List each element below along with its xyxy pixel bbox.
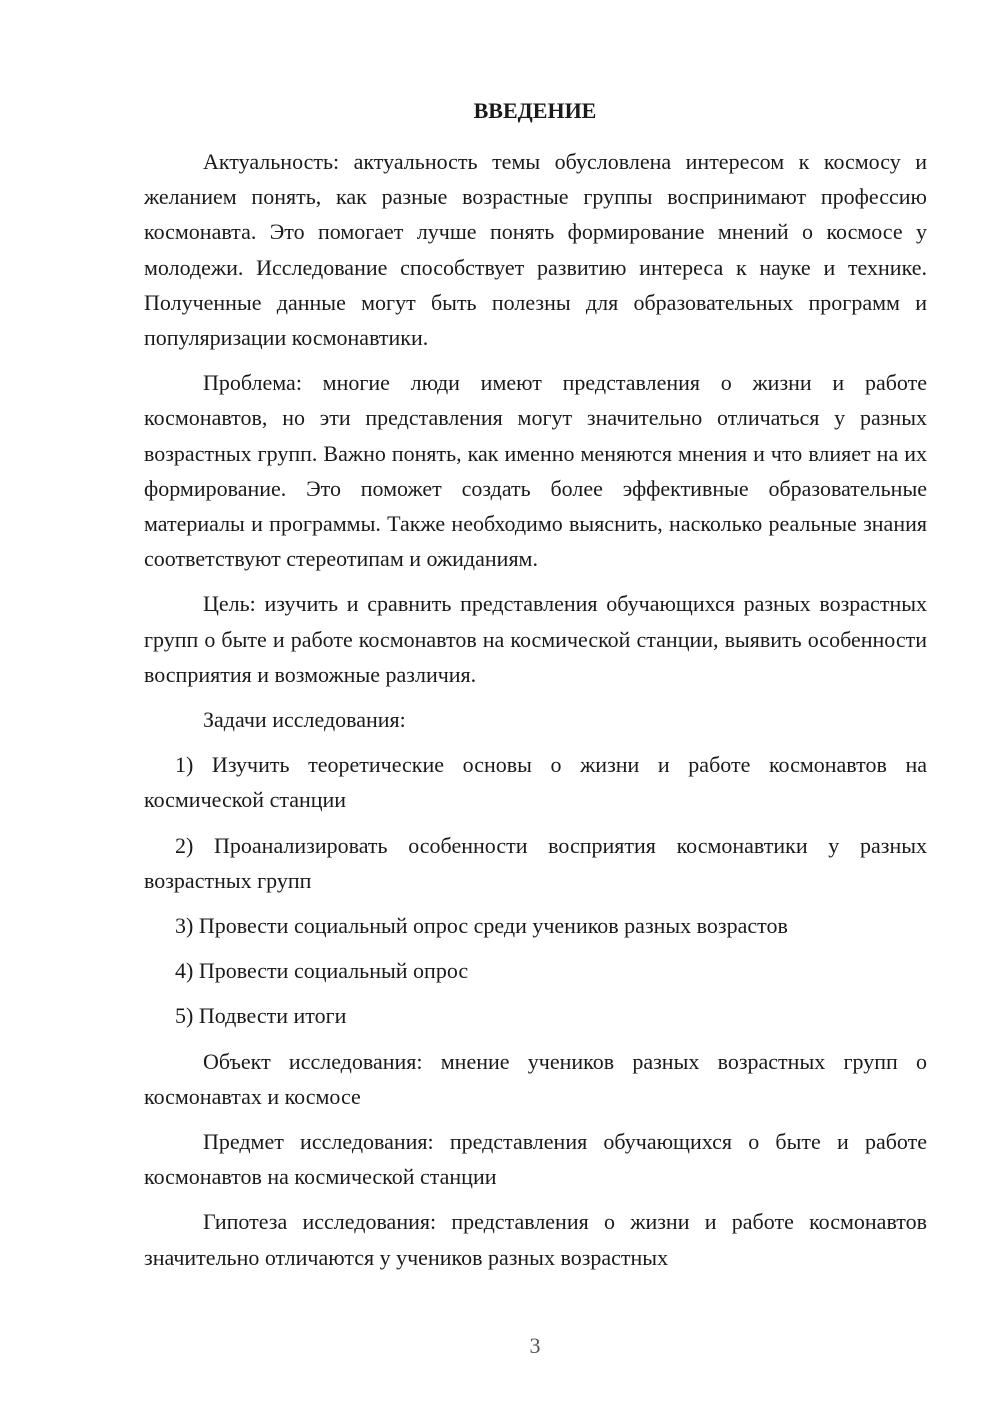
- paragraph-goal: Цель: изучить и сравнить представления обучающихся разных возрастных групп о быте и работе космонавтов на космической станции, выявить особенности восприятия и возможные различия.: [144, 591, 927, 687]
- task-item-4: 4) Провести социальный опрос: [175, 958, 469, 984]
- paragraph-object: Объект исследования: мнение учеников разных возрастных групп о космонавтах и космосе: [144, 1048, 927, 1109]
- task-item-5: 5) Подвести итоги: [175, 1003, 347, 1029]
- document-body: [144, 144, 927, 1275]
- section-title: ВВЕДЕНИЕ: [473, 98, 597, 123]
- task-item-3: 3) Провести социальный опрос среди учеников разных возрастов: [175, 913, 788, 939]
- paragraph-relevance: Актуальность: актуальность темы обусловлена интересом к космосу и желанием понять, как разные возрастные группы воспринимают профессию космонавта. Это помогает лучше понять формирование мнений о космосе у молодежи. Исследование способствует развитию интереса к науке и технике. Полученные данные могут быть полезны для образовательных программ и популяризации космонавтики.: [144, 149, 927, 351]
- paragraph-subject: Предмет исследования: представления обучающихся о быте и работе космонавтов на космической станции: [144, 1129, 927, 1190]
- paragraph-hypothesis: Гипотеза исследования: представления о жизни и работе космонавтов значительно отличаются у учеников разных возрастных: [144, 1209, 927, 1270]
- page-number: 3: [529, 1333, 541, 1358]
- task-item-2: 2) Проанализировать особенности восприятия космонавтики у разных возрастных групп: [144, 832, 927, 893]
- paragraph-problem: Проблема: многие люди имеют представления о жизни и работе космонавтов, но эти представления могут значительно отличаться у разных возрастных групп. Важно понять, как именно меняются мнения и что влияет на их формирование. Это поможет создать более эффективные образовательные материалы и программы. Также необходимо выяснить, насколько реальные знания соответствуют стереотипам и ожиданиям.: [144, 370, 927, 572]
- task-item-1: 1) Изучить теоретические основы о жизни и работе космонавтов на космической станции: [144, 752, 927, 813]
- paragraph-tasks-heading: Задачи исследования:: [203, 707, 406, 733]
